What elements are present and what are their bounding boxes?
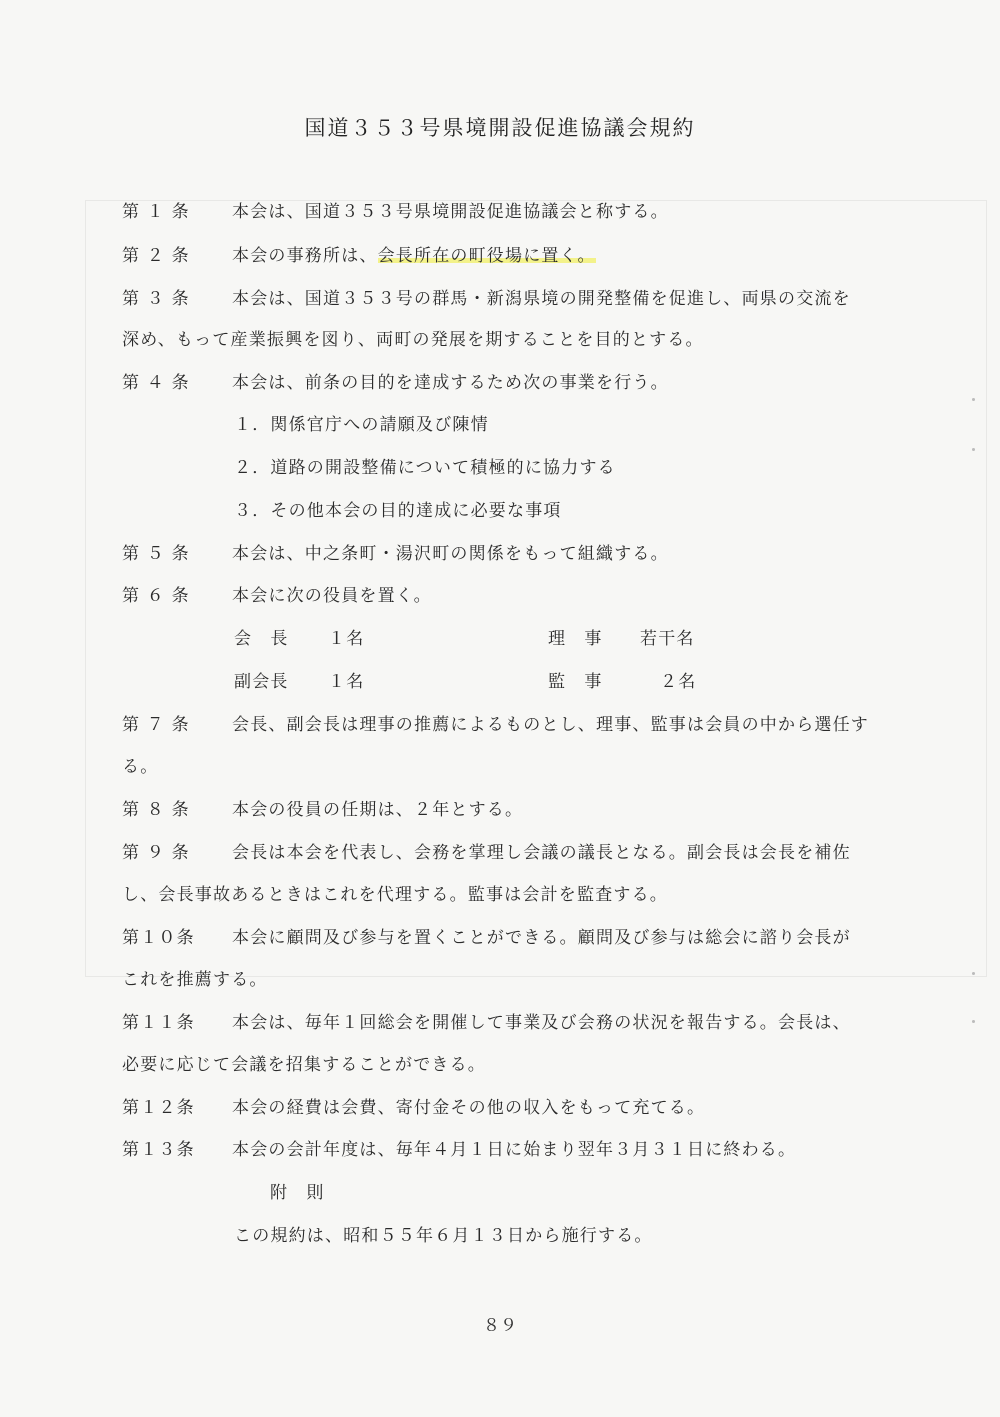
article-text: 本会に顧問及び参与を置くことができる。顧問及び参与は総会に諮り会長が	[232, 928, 851, 948]
article-number: 第 １ 条	[122, 202, 190, 222]
article-9-continuation: し、会長事故あるときはこれを代理する。監事は会計を監査する。	[122, 885, 668, 905]
article-number: 第 ６ 条	[122, 586, 190, 606]
officer-role: 理 事	[548, 629, 603, 649]
article-1	[122, 202, 669, 222]
article-4-item-3: ３．その他本会の目的達成に必要な事項	[234, 501, 562, 521]
article-text: 会長は本会を代表し、会務を掌理し会議の議長となる。副会長は会長を補佐	[232, 843, 851, 863]
scan-speck	[972, 448, 975, 451]
page-number: ８９	[483, 1316, 517, 1336]
officer-role: 監 事	[548, 672, 603, 692]
article-number: 第１３条	[122, 1140, 195, 1160]
article-number: 第 ７ 条	[122, 715, 190, 735]
article-13	[122, 1140, 796, 1160]
article-text: 本会は、国道３５３号県境開設促進協議会と称する。	[232, 202, 669, 222]
article-number: 第１０条	[122, 928, 195, 948]
article-text: 本会の事務所は、	[232, 246, 378, 266]
article-4-item-1: １．関係官庁への請願及び陳情	[234, 415, 489, 435]
article-number: 第 ４ 条	[122, 373, 190, 393]
document-title: 国道３５３号県境開設促進協議会規約	[304, 116, 696, 140]
article-text: 本会は、中之条町・湯沢町の関係をもって組織する。	[232, 544, 669, 564]
officer-count: １名	[328, 672, 365, 692]
article-6	[122, 586, 432, 606]
article-number: 第 ５ 条	[122, 544, 190, 564]
article-text: 本会に次の役員を置く。	[232, 586, 432, 606]
scan-speck	[972, 398, 975, 401]
scan-speck	[972, 972, 975, 975]
article-10	[122, 928, 851, 948]
officer-count: １名	[328, 629, 365, 649]
article-number: 第 ９ 条	[122, 843, 190, 863]
officer-role: 会 長	[234, 629, 289, 649]
article-2	[122, 246, 596, 266]
supplementary-text: この規約は、昭和５５年６月１３日から施行する。	[234, 1226, 653, 1246]
article-text: 本会は、前条の目的を達成するため次の事業を行う。	[232, 373, 669, 393]
article-4	[122, 373, 669, 393]
article-10-continuation: これを推薦する。	[122, 970, 268, 990]
article-7	[122, 715, 869, 735]
article-number: 第１２条	[122, 1098, 195, 1118]
article-3-continuation: 深め、もって産業振興を図り、両町の発展を期することを目的とする。	[122, 330, 704, 350]
article-text: 本会の役員の任期は、２年とする。	[232, 800, 524, 820]
officer-role: 副会長	[234, 672, 289, 692]
article-3	[122, 289, 851, 309]
article-11	[122, 1013, 851, 1033]
article-text: 会長、副会長は理事の推薦によるものとし、理事、監事は会員の中から選任す	[232, 715, 869, 735]
article-8	[122, 800, 523, 820]
officer-count: 若干名	[640, 629, 695, 649]
article-text: 本会の会計年度は、毎年４月１日に始まり翌年３月３１日に終わる。	[232, 1140, 797, 1160]
article-7-continuation: る。	[122, 757, 159, 777]
supplementary-heading: 附 則	[270, 1183, 325, 1203]
article-text: 本会は、国道３５３号の群馬・新潟県境の開発整備を促進し、両県の交流を	[232, 289, 851, 309]
highlighted-text: 会長所在の町役場に置く。	[377, 246, 596, 266]
article-number: 第 ３ 条	[122, 289, 190, 309]
article-number: 第１１条	[122, 1013, 195, 1033]
article-text: 本会は、毎年１回総会を開催して事業及び会務の状況を報告する。会長は、	[232, 1013, 851, 1033]
article-9	[122, 843, 851, 863]
article-number: 第 ８ 条	[122, 800, 190, 820]
article-number: 第 ２ 条	[122, 246, 190, 266]
article-12	[122, 1098, 705, 1118]
article-11-continuation: 必要に応じて会議を招集することができる。	[122, 1055, 486, 1075]
scan-speck	[972, 1020, 975, 1023]
article-4-item-2: ２．道路の開設整備について積極的に協力する	[234, 458, 616, 478]
article-5	[122, 544, 669, 564]
officer-count: ２名	[660, 672, 697, 692]
article-text: 本会の経費は会費、寄付金その他の収入をもって充てる。	[232, 1098, 706, 1118]
